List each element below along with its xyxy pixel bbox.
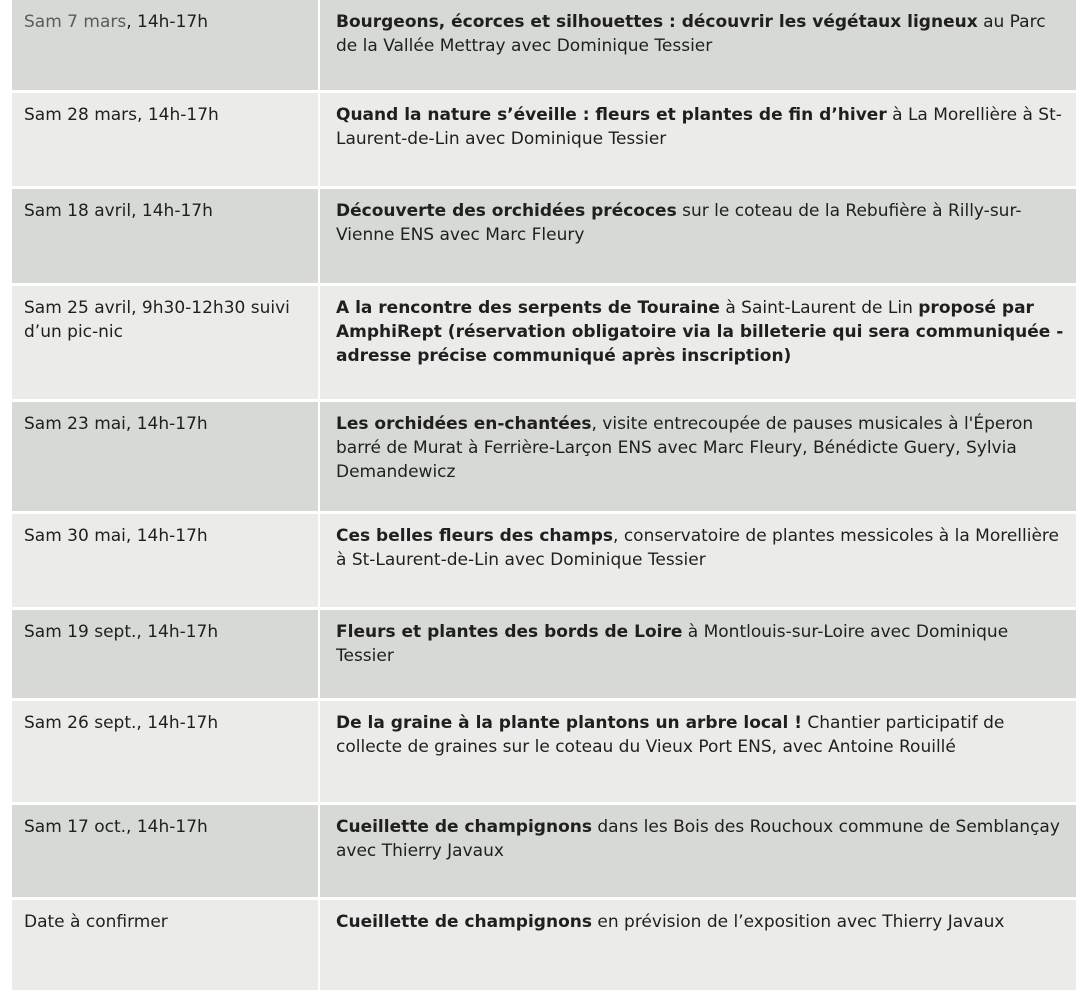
event-date: Sam 25 avril, 9h30-12h30 suivi d’un pic-nic [12, 286, 320, 399]
event-description [320, 189, 1076, 283]
events-schedule-table [12, 0, 1076, 993]
event-date: Sam 17 oct., 14h-17h [12, 805, 320, 897]
event-description [320, 286, 1076, 399]
event-title: Ces belles fleurs des champs [336, 526, 614, 546]
event-details: Chantier participatif de collecte de graines sur le coteau du Vieux Port ENS, avec Antoine Rouillé [336, 713, 1005, 757]
event-date: Sam 30 mai, 14h-17h [12, 514, 320, 607]
event-date: Sam 26 sept., 14h-17h [12, 701, 320, 802]
event-description [320, 514, 1076, 607]
event-description [320, 610, 1076, 698]
event-title: Bourgeons, écorces et silhouettes : découvrir les végétaux ligneux [336, 12, 978, 32]
event-details: au Parc de la Vallée Mettray avec Dominique Tessier [336, 12, 1046, 56]
event-title: Cueillette de champignons [336, 817, 592, 837]
event-booking-note: proposé par AmphiRept (réservation obligatoire via la billeterie qui sera communiquée - adresse précise communiqué après inscription) [336, 298, 1064, 366]
table-row [12, 701, 1076, 805]
table-row [12, 0, 1076, 93]
event-date [12, 0, 320, 90]
table-row [12, 610, 1076, 701]
event-date-time: , 14h-17h [126, 12, 208, 32]
table-row [12, 402, 1076, 514]
event-date: Sam 28 mars, 14h-17h [12, 93, 320, 186]
event-title: Fleurs et plantes des bords de Loire [336, 622, 683, 642]
event-description [320, 701, 1076, 802]
event-title: De la graine à la plante plantons un arbre local ! [336, 713, 802, 733]
event-title: Découverte des orchidées précoces [336, 201, 677, 221]
table-row [12, 900, 1076, 993]
event-date: Sam 18 avril, 14h-17h [12, 189, 320, 283]
table-row [12, 93, 1076, 189]
table-row [12, 514, 1076, 610]
event-title: A la rencontre des serpents de Touraine [336, 298, 720, 318]
event-details: , visite entrecoupée de pauses musicales à l'Éperon barré de Murat à Ferrière-Larçon ENS avec Marc Fleury, Bénédicte Guery, Sylvia Demandewicz [336, 414, 1034, 482]
event-details: dans les Bois des Rouchoux commune de Semblançay avec Thierry Javaux [336, 817, 1060, 861]
event-details: à Montlouis-sur-Loire avec Dominique Tessier [336, 622, 1009, 666]
event-date-day: Sam 7 mars [24, 12, 127, 32]
event-details: à Saint-Laurent de Lin [719, 298, 919, 318]
event-description [320, 805, 1076, 897]
event-details: sur le coteau de la Rebufière à Rilly-sur-Vienne ENS avec Marc Fleury [336, 201, 1022, 245]
event-date: Sam 19 sept., 14h-17h [12, 610, 320, 698]
event-description [320, 900, 1076, 990]
event-date: Date à confirmer [12, 900, 320, 990]
event-title: Quand la nature s’éveille : fleurs et plantes de fin d’hiver [336, 105, 887, 125]
event-description [320, 0, 1076, 90]
table-row [12, 189, 1076, 286]
event-details: en prévision de l’exposition avec Thierry Javaux [591, 912, 1005, 932]
event-description [320, 402, 1076, 511]
event-date: Sam 23 mai, 14h-17h [12, 402, 320, 511]
table-row [12, 286, 1076, 402]
event-details: , conservatoire de plantes messicoles à la Morellière à St-Laurent-de-Lin avec Dominique Tessier [336, 526, 1059, 570]
event-description [320, 93, 1076, 186]
table-row [12, 805, 1076, 900]
event-title: Les orchidées en-chantées [336, 414, 592, 434]
event-details: à La Morellière à St-Laurent-de-Lin avec Dominique Tessier [336, 105, 1062, 149]
event-title: Cueillette de champignons [336, 912, 592, 932]
